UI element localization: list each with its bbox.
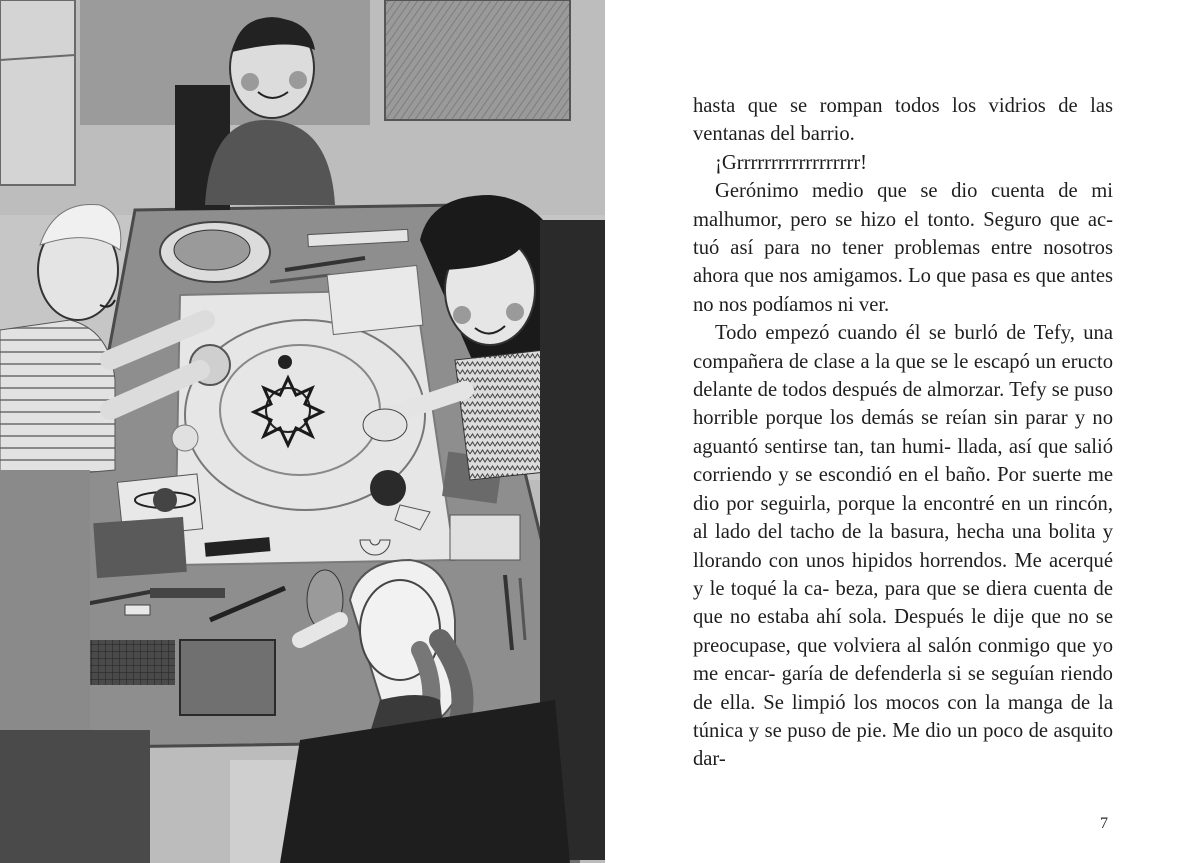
marker bbox=[150, 588, 225, 598]
paragraph bbox=[693, 92, 1113, 149]
text-line: se puso de pie. Me dio un poco de asquito dar- bbox=[693, 719, 1113, 771]
sun bbox=[266, 388, 310, 432]
text-line: hasta que se rompan todos los vidrios de las bbox=[693, 95, 1113, 117]
text-line: sin parar y no aguantó sentirse tan, tan humi- bbox=[693, 407, 1113, 458]
window-right bbox=[385, 0, 570, 120]
text-line: malhumor, pero se hizo el tonto. Seguro que ac- bbox=[693, 208, 1113, 231]
text-line: ¡Grrrrrrrrrrrrrrrrrr! bbox=[715, 151, 868, 174]
planet bbox=[370, 470, 406, 506]
planet bbox=[278, 355, 292, 369]
text-line: el baño. Por suerte me dio por seguirla, porque bbox=[693, 464, 1113, 515]
text-line: que volviera al salón conmigo que yo me encar- bbox=[693, 634, 1113, 686]
text-line: eructo delante de todos después de almorzar. bbox=[693, 350, 1113, 402]
text-line: antes no nos podíamos ni ver. bbox=[693, 265, 1113, 316]
glue-stick bbox=[125, 605, 150, 615]
sketchbook bbox=[180, 640, 275, 715]
text-line: la basura, hecha una bolita y llorando con unos bbox=[693, 521, 1113, 572]
text-line: Tefy se puso horrible porque los demás se reían bbox=[693, 379, 1113, 430]
text-line: beza, para que se diera cuenta de que no estaba bbox=[693, 577, 1113, 629]
text-line: llada, así que salió corriendo y se escondió en bbox=[693, 435, 1113, 487]
notebook bbox=[327, 265, 423, 334]
black-paper bbox=[93, 517, 187, 578]
text-line: Todo empezó cuando él se burló de Tefy, una bbox=[715, 322, 1113, 345]
text-line: garía de defenderla si se seguían riendo de ella. bbox=[693, 663, 1113, 714]
text-line: ventanas del barrio. bbox=[693, 123, 855, 146]
food bbox=[174, 230, 250, 270]
text-line: Gerónimo medio que se dio cuenta de mi bbox=[715, 180, 1113, 203]
text-line: Se limpió los mocos con la manga de la túnica y bbox=[693, 691, 1113, 742]
text-line: compañera de clase a la que se le escapó un bbox=[693, 350, 1056, 373]
page-number: 7 bbox=[1100, 815, 1108, 832]
paragraph bbox=[693, 319, 1113, 774]
text-line: ahí sola. Después le dije que no se preocupase, bbox=[693, 606, 1113, 657]
planet bbox=[172, 425, 198, 451]
text-column bbox=[693, 92, 1113, 774]
text-line: la encontré en un rincón, al lado del tacho de bbox=[693, 492, 1114, 544]
paragraph bbox=[693, 149, 1113, 177]
cards bbox=[450, 515, 520, 560]
chair-left bbox=[0, 730, 150, 863]
text-line: tuó así para no tener problemas entre nosotros bbox=[693, 237, 1113, 260]
cabinet bbox=[0, 0, 75, 185]
paragraph bbox=[693, 177, 1113, 319]
text-line: hipidos horrendos. Me acerqué y le toqué la ca- bbox=[693, 549, 1113, 600]
text-line: ahora que nos amigamos. Lo que pasa es que bbox=[693, 265, 1066, 288]
